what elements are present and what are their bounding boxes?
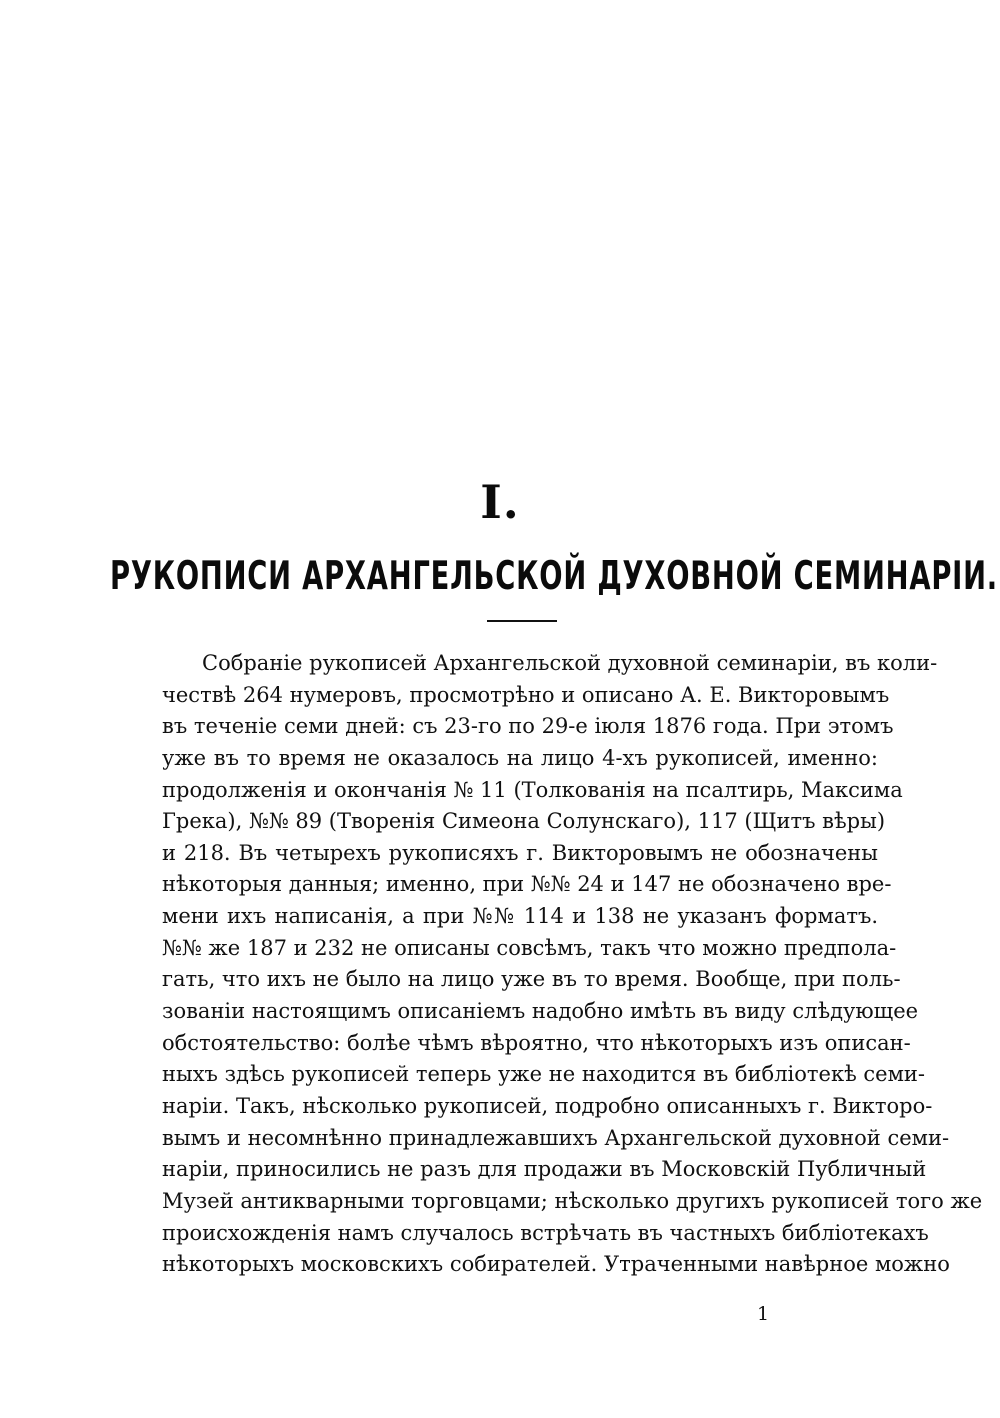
body-line: вымъ и несомнѣнно принадлежавшихъ Архангельской духовной семи- [162,1125,950,1150]
body-line: продолженія и окончанія № 11 (Толкованія на псалтирь, Максима [162,777,903,802]
body-line: и 218. Въ четырехъ рукописяхъ г. Викторовымъ не обозначены [162,840,878,865]
body-line: Грека), №№ 89 (Творенія Симеона Солунскаго), 117 (Щитъ вѣры) [162,809,886,834]
chapter-title: РУКОПИСИ АРХАНГЕЛЬСКОЙ ДУХОВНОЙ СЕМИНАРІИ. [110,554,998,599]
body-line: зованіи настоящимъ описаніемъ надобно имѣть въ виду слѣдующее [162,999,919,1024]
body-line: уже въ то время не оказалось на лицо 4-хъ рукописей, именно: [162,745,878,770]
title-divider [487,620,557,622]
body-line: ныхъ здѣсь рукописей теперь уже не находится въ библіотекѣ семи- [162,1062,926,1087]
body-line: Музей антикварными торговцами; нѣсколько другихъ рукописей того же [162,1188,983,1213]
body-line: мени ихъ написанія, а при №№ 114 и 138 не указанъ форматъ. [162,904,878,929]
body-line: Собраніе рукописей Архангельской духовной семинаріи, въ коли- [202,651,938,675]
chapter-numeral: I. [480,475,520,529]
body-line: №№ же 187 и 232 не описаны совсѣмъ, такъ что можно предпола- [162,935,897,960]
body-line: обстоятельство: болѣе чѣмъ вѣроятно, что нѣкоторыхъ изъ описан- [162,1030,911,1055]
body-line: наріи. Такъ, нѣсколько рукописей, подробно описанныхъ г. Викторо- [162,1093,933,1118]
body-line: въ теченіе семи дней: съ 23-го по 29-е іюля 1876 года. При этомъ [162,714,894,739]
body-line: происхожденія намъ случалось встрѣчать въ частныхъ библіотекахъ [162,1220,929,1245]
page-number: 1 [756,1303,770,1325]
body-line: гать, что ихъ не было на лицо уже въ то время. Вообще, при поль- [162,967,901,992]
body-paragraph [162,648,983,1281]
body-line: нѣкоторыя данныя; именно, при №№ 24 и 147 не обозначено вре- [162,872,892,897]
body-line: чествѣ 264 нумеровъ, просмотрѣно и описано А. Е. Викторовымъ [162,682,890,707]
body-line: нѣкоторыхъ московскихъ собирателей. Утраченными навѣрное можно [162,1252,950,1277]
body-line: наріи, приносились не разъ для продажи въ Московскій Публичный [162,1157,927,1182]
